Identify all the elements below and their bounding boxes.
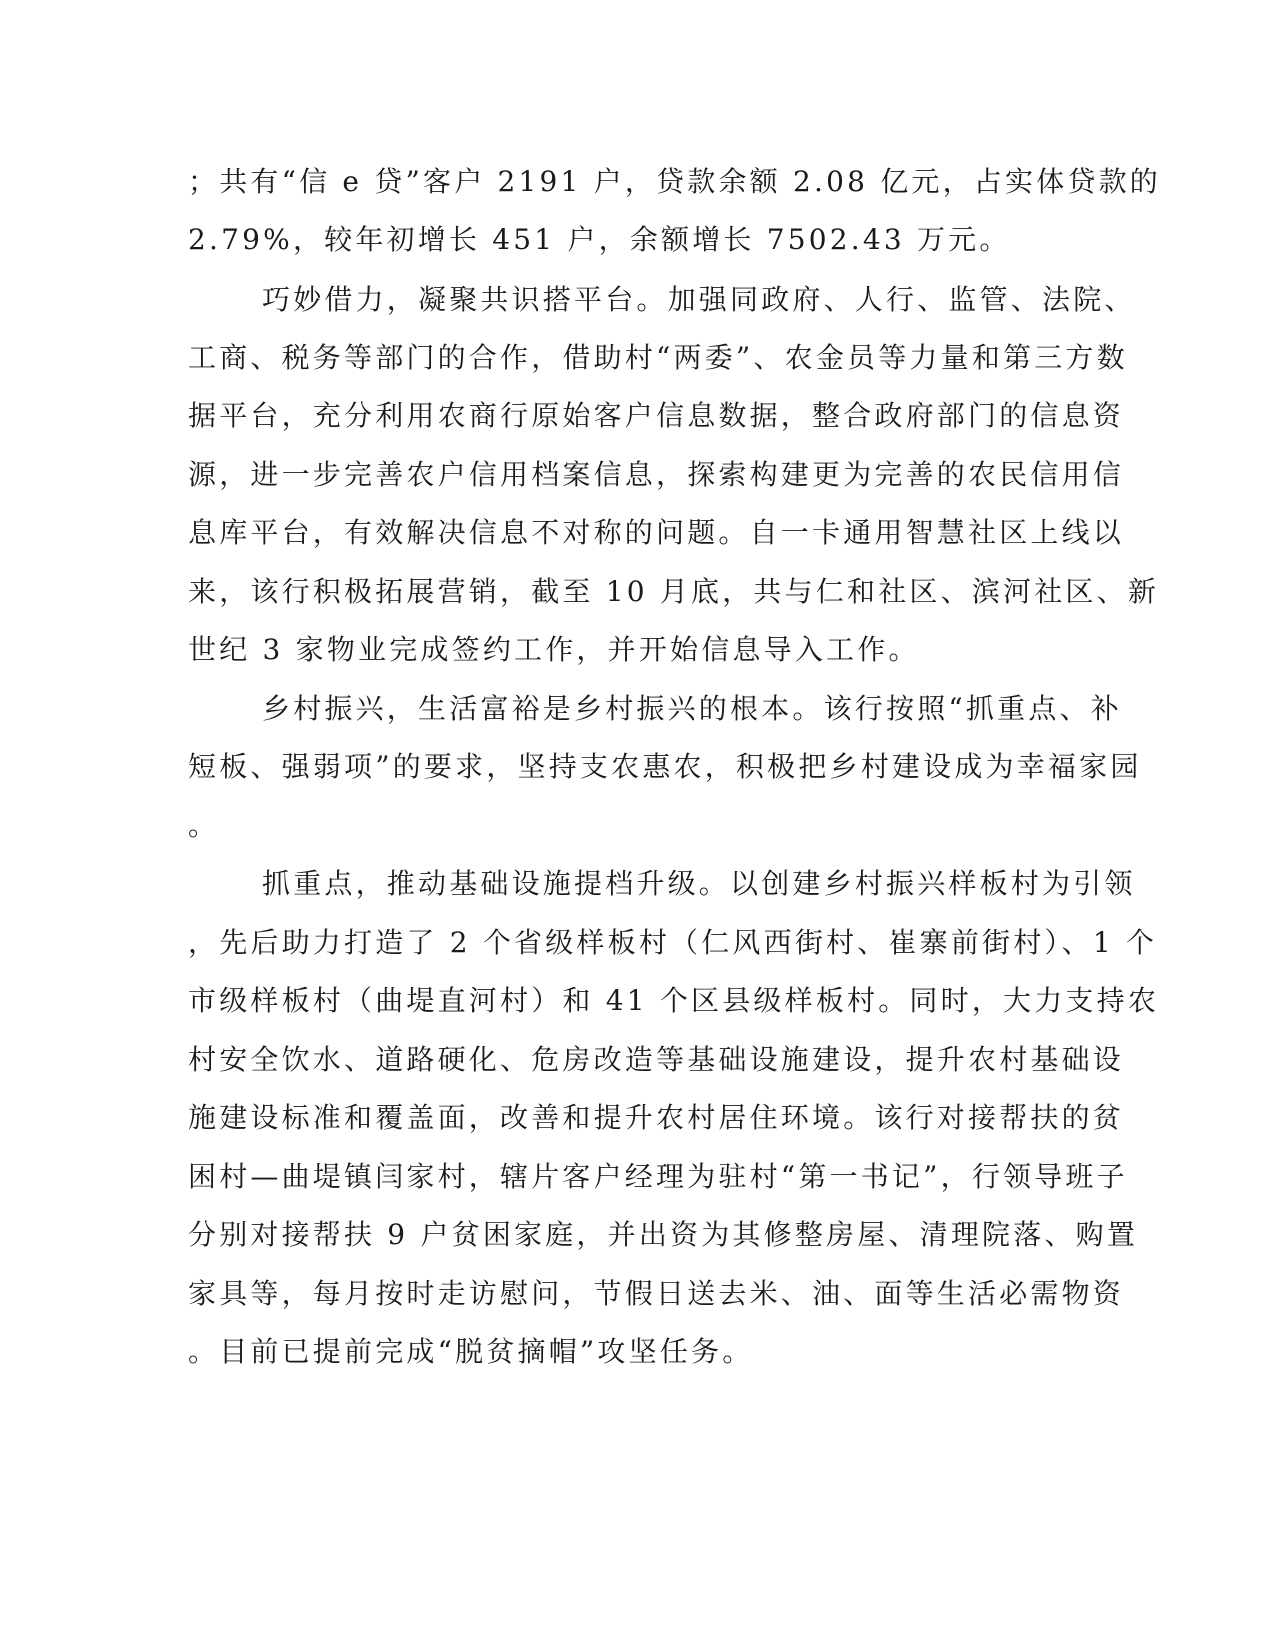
paragraph-start-line: 抓重点，推动基础设施提档升级。以创建乡村振兴样板村为引领 [262, 867, 1136, 900]
text-line: 困村—曲堤镇闫家村，辖片客户经理为驻村“第一书记”，行领导班子 [188, 1160, 1128, 1193]
text-line: 村安全饮水、道路硬化、危房改造等基础设施建设，提升农村基础设 [188, 1043, 1125, 1076]
text-line: 市级样板村（曲堤直河村）和 41 个区县级样板村。同时，大力支持农 [188, 984, 1160, 1017]
text-line: 源，进一步完善农户信用档案信息，探索构建更为完善的农民信用信 [188, 458, 1125, 491]
text-line: ，先后助力打造了 2 个省级样板村（仁风西街村、崔寨前街村）、1 个 [188, 926, 1158, 959]
text-line: 世纪 3 家物业完成签约工作，并开始信息导入工作。 [188, 633, 920, 666]
text-line: 短板、强弱项”的要求，坚持支农惠农，积极把乡村建设成为幸福家园 [188, 750, 1142, 783]
text-line: 家具等，每月按时走访慰问，节假日送去米、油、面等生活必需物资 [188, 1277, 1125, 1310]
text-line: 息库平台，有效解决信息不对称的问题。自一卡通用智慧社区上线以 [188, 516, 1125, 549]
text-line: ；共有“信 e 贷”客户 2191 户，贷款余额 2.08 亿元，占实体贷款的 [188, 165, 1162, 198]
text-line: 工商、税务等部门的合作，借助村“两委”、农金员等力量和第三方数 [188, 341, 1128, 374]
text-line: 分别对接帮扶 9 户贫困家庭，并出资为其修整房屋、清理院落、购置 [188, 1218, 1139, 1251]
text-line: 据平台，充分利用农商行原始客户信息数据，整合政府部门的信息资 [188, 399, 1125, 432]
paragraph-start-line: 乡村振兴，生活富裕是乡村振兴的根本。该行按照“抓重点、补 [262, 692, 1122, 725]
text-line: 2.79%，较年初增长 451 户，余额增长 7502.43 万元。 [188, 223, 1011, 256]
text-line: 施建设标准和覆盖面，改善和提升农村居住环境。该行对接帮扶的贫 [188, 1101, 1125, 1134]
text-line: 。 [188, 809, 220, 842]
paragraph-start-line: 巧妙借力，凝聚共识搭平台。加强同政府、人行、监管、法院、 [262, 283, 1136, 316]
text-line: 来，该行积极拓展营销，截至 10 月底，共与仁和社区、滨河社区、新 [188, 575, 1160, 608]
text-line: 。目前已提前完成“脱贫摘帽”攻坚任务。 [188, 1335, 754, 1368]
